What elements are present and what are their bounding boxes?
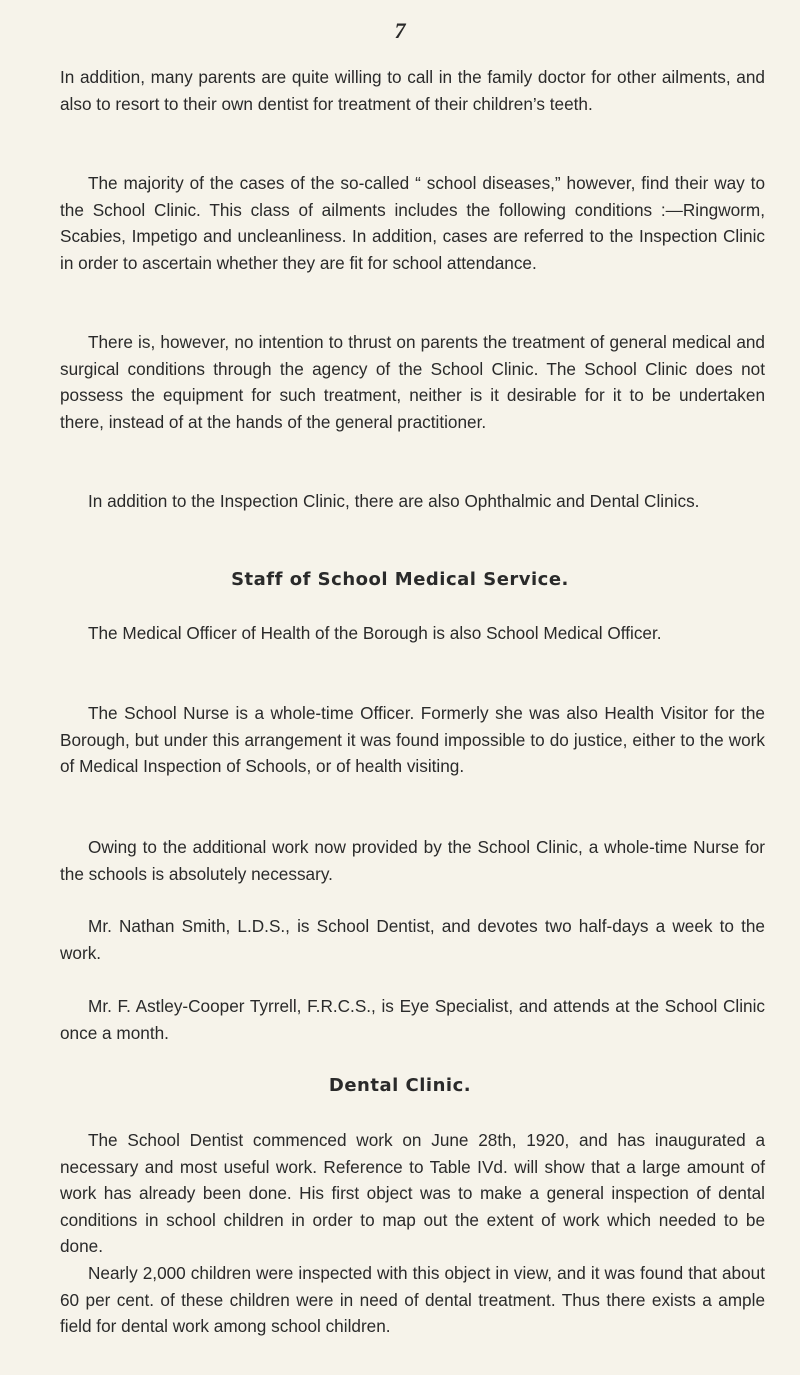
heading-staff-school-medical-service: Staff of School Medical Service. bbox=[231, 569, 569, 590]
page-number: 7 bbox=[394, 18, 406, 43]
paragraph-school-nurse: The School Nurse is a whole-time Officer. Formerly she was also Health Visitor for the Borough, but under this arrangement it was found impossible to do justice, either to the work of Medical Inspection of Schools, or of health visiting. bbox=[60, 703, 765, 776]
paragraph-whole-time-nurse: Owing to the additional work now provided by the School Clinic, a whole-time Nurse for the schools is absolutely necessary. bbox=[60, 837, 765, 884]
paragraph-school-diseases: The majority of the cases of the so-called “ school diseases,” however, find their way to the School Clinic. This class of ailments includes the following conditions :—Ringworm, Scabies, Impetigo and uncleanliness. In addition, cases are referred to the Inspection Clinic in order to ascertain whether they are fit for school attendance. bbox=[60, 173, 765, 273]
paragraph-no-intention: There is, however, no intention to thrust on parents the treatment of general medical and surgical conditions through the agency of the School Clinic. The School Clinic does not possess the equipment for such treatment, neither is it desirable for it to be undertaken there, instead of at the hands of the general practitioner. bbox=[60, 332, 765, 432]
paragraph-school-dentist: Mr. Nathan Smith, L.D.S., is School Dentist, and devotes two half-days a week to the work. bbox=[60, 916, 765, 963]
heading-dental-clinic: Dental Clinic. bbox=[328, 1075, 472, 1096]
paragraph-parents-doctor: In addition, many parents are quite willing to call in the family doctor for other ailments, and also to resort to their own dentist for treatment of their children’s teeth. bbox=[60, 67, 765, 114]
paragraph-ophthalmic-dental: In addition to the Inspection Clinic, there are also Ophthalmic and Dental Clinics. bbox=[88, 491, 700, 511]
paragraph-children-inspected: Nearly 2,000 children were inspected with this object in view, and it was found that about 60 per cent. of these children were in need of dental treatment. Thus there exists a ample field for dental work among school children. bbox=[60, 1263, 765, 1336]
paragraph-eye-specialist: Mr. F. Astley-Cooper Tyrrell, F.R.C.S., is Eye Specialist, and attends at the School Clinic once a month. bbox=[60, 996, 765, 1043]
paragraph-medical-officer: The Medical Officer of Health of the Borough is also School Medical Officer. bbox=[88, 623, 662, 643]
paragraph-dentist-commenced: The School Dentist commenced work on June 28th, 1920, and has inaugurated a necessary and most useful work. Reference to Table IVd. will show that a large amount of work has already been done. His first object was to make a general inspection of dental conditions in school children in order to map out the extent of work which needed to be done. bbox=[60, 1130, 765, 1256]
